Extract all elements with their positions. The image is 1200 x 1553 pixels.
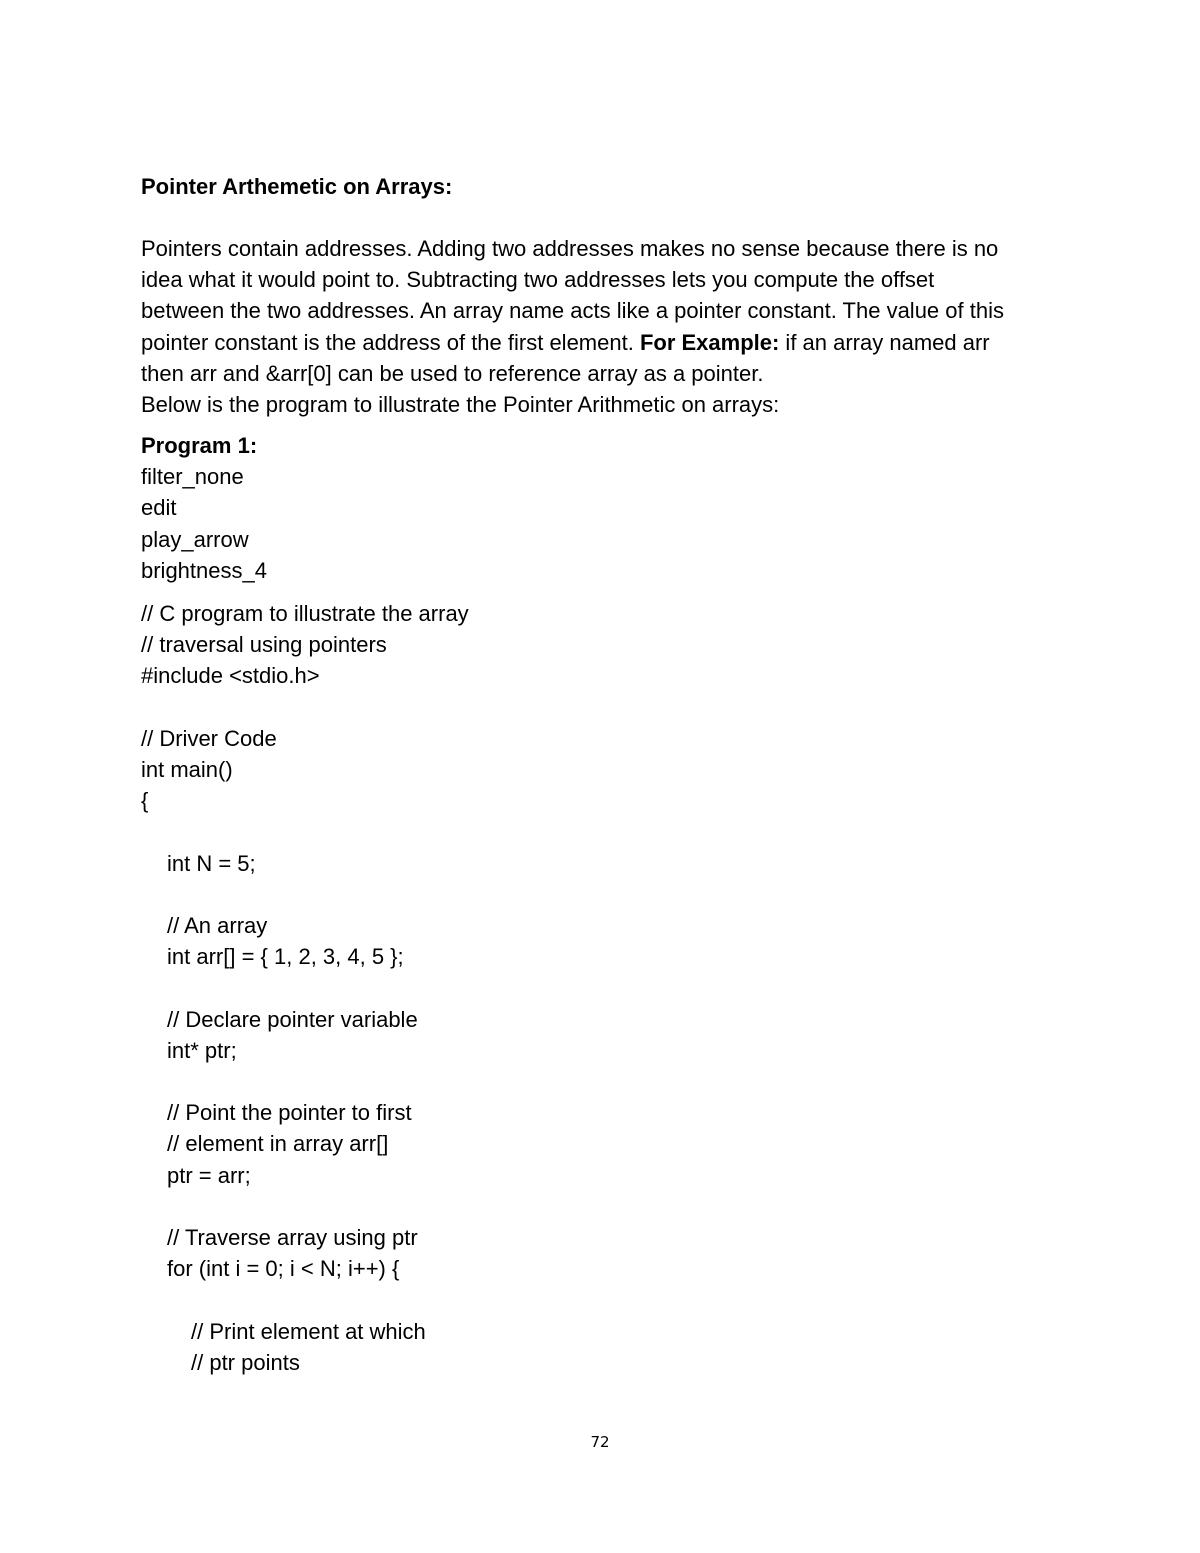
- paragraph-text: if an array named arr: [779, 329, 990, 355]
- toolbar-word-brightness: brightness_4: [141, 557, 267, 583]
- code-line: for (int i = 0; i < N; i++) {: [167, 1256, 400, 1282]
- code-line: ptr = arr;: [167, 1162, 251, 1188]
- example-label: For Example:: [639, 329, 780, 355]
- code-line: // ptr points: [191, 1349, 300, 1375]
- paragraph-line: between the two addresses. An array name acts like a pointer constant. The value of this: [141, 298, 1004, 324]
- paragraph-text: pointer constant is the address of the first element.: [141, 329, 640, 355]
- code-blank-line: [141, 972, 1061, 1003]
- code-blank-line: [141, 1284, 1061, 1315]
- paragraph-line: [141, 327, 1061, 358]
- code-line: // Driver Code: [141, 725, 277, 751]
- code-line: int N = 5;: [167, 850, 256, 876]
- page-number: 72: [590, 1433, 610, 1451]
- code-line: int* ptr;: [167, 1037, 237, 1063]
- intro-paragraph: [141, 233, 1061, 420]
- code-line: // Traverse array using ptr: [167, 1225, 418, 1250]
- code-line: // Print element at which: [191, 1318, 426, 1344]
- toolbar-word-play-arrow: play_arrow: [141, 526, 249, 552]
- program-title: Program 1:: [141, 433, 258, 459]
- paragraph-line: Pointers contain addresses. Adding two addresses makes no sense because there is no: [141, 236, 999, 261]
- paragraph-line: idea what it would point to. Subtracting two addresses lets you compute the offset: [141, 267, 935, 293]
- code-toolbar-text: [141, 461, 1061, 586]
- code-line: #include <stdio.h>: [141, 663, 320, 689]
- code-line: // C program to illustrate the array: [141, 601, 469, 627]
- code-line: // An array: [167, 913, 268, 939]
- document-page: [141, 171, 1061, 1378]
- code-listing: [141, 598, 1061, 1378]
- code-blank-line: [141, 879, 1061, 910]
- code-line: int main(): [141, 757, 233, 783]
- code-blank-line: [141, 692, 1061, 723]
- code-line: // element in array arr[]: [167, 1131, 389, 1157]
- section-heading: Pointer Arthemetic on Arrays:: [141, 174, 453, 199]
- code-line: {: [141, 788, 149, 814]
- code-blank-line: [141, 1191, 1061, 1222]
- paragraph-line: then arr and &arr[0] can be used to reference array as a pointer.: [141, 360, 764, 386]
- toolbar-word-filter-none: filter_none: [141, 464, 244, 490]
- code-line: int arr[] = { 1, 2, 3, 4, 5 };: [167, 944, 404, 970]
- paragraph-line: Below is the program to illustrate the Pointer Arithmetic on arrays:: [141, 392, 780, 418]
- code-line: // Declare pointer variable: [167, 1006, 418, 1032]
- code-line: // Point the pointer to first: [167, 1100, 412, 1126]
- code-blank-line: [141, 1066, 1061, 1097]
- code-blank-line: [141, 816, 1061, 847]
- code-line: // traversal using pointers: [141, 632, 387, 658]
- toolbar-word-edit: edit: [141, 495, 177, 521]
